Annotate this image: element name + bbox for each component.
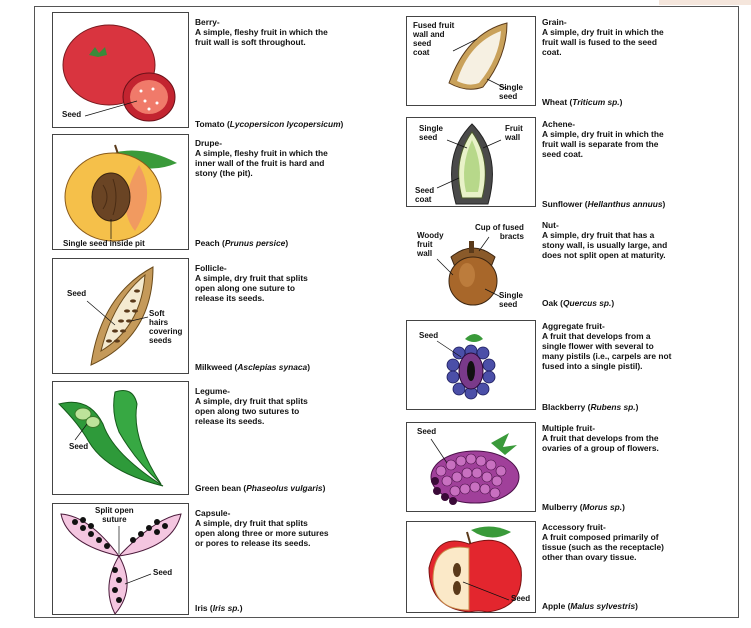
definition-accessory [542, 522, 672, 562]
definition-nut [542, 220, 672, 260]
term-nut: Nut- [542, 220, 559, 230]
definition-multiple [542, 423, 672, 453]
common-name-peach: Peach (Prunus persice) [195, 238, 289, 248]
common-name-iris: Iris (Iris sp.) [195, 603, 243, 613]
term-drupe: Drupe- [195, 138, 222, 148]
definition-text: A simple, dry fruit that has a stony wall, is usually large, and does not split open at maturity. [542, 230, 668, 260]
scientific-name: Triticum sp. [572, 97, 620, 107]
definition-text: A fruit composed primarily of tissue (such as the receptacle) other than ovary tissue. [542, 532, 664, 562]
scientific-name: Iris sp. [212, 603, 240, 613]
term-follicle: Follicle- [195, 263, 227, 273]
common-name-wheat: Wheat (Triticum sp.) [542, 97, 623, 107]
label-seed-coat: Seed coat [415, 186, 435, 204]
common-name: Blackberry [542, 402, 586, 412]
label-seed: Seed [417, 427, 437, 436]
common-name: Milkweed [195, 362, 233, 372]
common-name: Tomato [195, 119, 225, 129]
label-seed: Seed [69, 442, 89, 451]
illustration-acorn [406, 218, 536, 312]
definition-aggregate [542, 321, 677, 371]
label-seed: Seed [419, 331, 439, 340]
definition-drupe [195, 138, 335, 178]
definition-text: A simple, dry fruit that splits open along three or more sutures or pores to release its seeds. [195, 518, 329, 548]
label-seed: Seed [511, 594, 531, 603]
definition-text: A simple, dry fruit in which the fruit wall is fused to the seed coat. [542, 27, 664, 57]
definition-follicle [195, 263, 325, 303]
label-single-seed-inside-pit: Single seed inside pit [63, 239, 145, 248]
illustration-apple [406, 521, 536, 613]
illustration-tomato [52, 12, 189, 128]
term-berry: Berry- [195, 17, 220, 27]
common-name-mulberry: Mulberry (Morus sp.) [542, 502, 625, 512]
green-bean-icon [53, 382, 189, 495]
definition-grain [542, 17, 672, 57]
illustration-iris [52, 503, 189, 615]
scientific-name: Hellanthus annuus [587, 199, 663, 209]
common-name: Oak [542, 298, 558, 308]
peach-icon [53, 135, 189, 250]
illustration-peach [52, 134, 189, 250]
common-name-blackberry: Blackberry (Rubens sp.) [542, 402, 639, 412]
scientific-name: Malus sylvestris [570, 601, 636, 611]
common-name: Apple [542, 601, 566, 611]
label-single-seed: Single seed [499, 83, 524, 101]
label-single-seed: Single seed [499, 291, 524, 309]
label-fused-fruit-wall: Fused fruit wall and seed coat [413, 21, 455, 57]
common-name: Iris [195, 603, 208, 613]
scientific-name: Phaseolus vulgaris [246, 483, 323, 493]
label-cup-of-fused-bracts: Cup of fused bracts [475, 223, 524, 241]
term-accessory-fruit: Accessory fruit- [542, 522, 606, 532]
common-name: Wheat [542, 97, 568, 107]
common-name: Green bean [195, 483, 242, 493]
label-fruit-wall: Fruit wall [505, 124, 523, 142]
scientific-name: Prunus persice [224, 238, 286, 248]
corner-accent [659, 0, 751, 5]
definition-legume [195, 386, 325, 426]
term-aggregate-fruit: Aggregate fruit- [542, 321, 605, 331]
scientific-name: Morus sp. [582, 502, 623, 512]
scientific-name: Rubens sp. [590, 402, 636, 412]
illustration-blackberry [406, 320, 536, 410]
term-achene: Achene- [542, 119, 576, 129]
definition-text: A simple, dry fruit that splits open along one suture to release its seeds. [195, 273, 308, 303]
label-seed: Seed [153, 568, 173, 577]
definition-text: A simple, dry fruit that splits open along two sutures to release its seeds. [195, 396, 308, 426]
label-split-open-suture: Split open suture [95, 506, 134, 524]
common-name-sunflower: Sunflower (Hellanthus annuus) [542, 199, 666, 209]
label-seed: Seed [62, 110, 82, 119]
term-multiple-fruit: Multiple fruit- [542, 423, 596, 433]
label-single-seed: Single seed [419, 124, 444, 142]
label-woody-fruit-wall: Woody fruit wall [417, 231, 444, 258]
label-soft-hairs: Soft hairs covering seeds [149, 309, 183, 345]
illustration-sunflower [406, 117, 536, 207]
definition-text: A simple, fleshy fruit in which the fruit wall is soft throughout. [195, 27, 328, 47]
scientific-name: Asclepias synaca [237, 362, 308, 372]
common-name: Sunflower [542, 199, 583, 209]
common-name-tomato: Tomato (Lycopersicon lycopersicum) [195, 119, 344, 129]
scientific-name: Lycopersicon lycopersicum [229, 119, 341, 129]
term-grain: Grain- [542, 17, 567, 27]
label-seed: Seed [67, 289, 87, 298]
definition-text: A simple, fleshy fruit in which the inner wall of the fruit is hard and stony (the pit). [195, 148, 328, 178]
definition-capsule [195, 508, 330, 548]
common-name: Mulberry [542, 502, 578, 512]
term-legume: Legume- [195, 386, 230, 396]
illustration-green-bean [52, 381, 189, 495]
common-name-apple: Apple (Malus sylvestris) [542, 601, 638, 611]
common-name: Peach [195, 238, 220, 248]
illustration-mulberry [406, 422, 536, 512]
definition-text: A simple, dry fruit in which the fruit wall is separate from the seed coat. [542, 129, 664, 159]
common-name-milkweed: Milkweed (Asclepias synaca) [195, 362, 310, 372]
illustration-milkweed [52, 258, 189, 374]
illustration-wheat [406, 16, 536, 106]
common-name-oak: Oak (Quercus sp.) [542, 298, 615, 308]
definition-achene [542, 119, 672, 159]
definition-text: A fruit that develops from the ovaries of a group of flowers. [542, 433, 659, 453]
common-name-green-bean: Green bean (Phaseolus vulgaris) [195, 483, 326, 493]
definition-berry [195, 17, 330, 47]
mulberry-icon [407, 423, 536, 512]
scientific-name: Quercus sp. [562, 298, 612, 308]
definition-text: A fruit that develops from a single flower with several to many pistils (i.e., carpels are not fused into a single pistil). [542, 331, 672, 371]
term-capsule: Capsule- [195, 508, 231, 518]
